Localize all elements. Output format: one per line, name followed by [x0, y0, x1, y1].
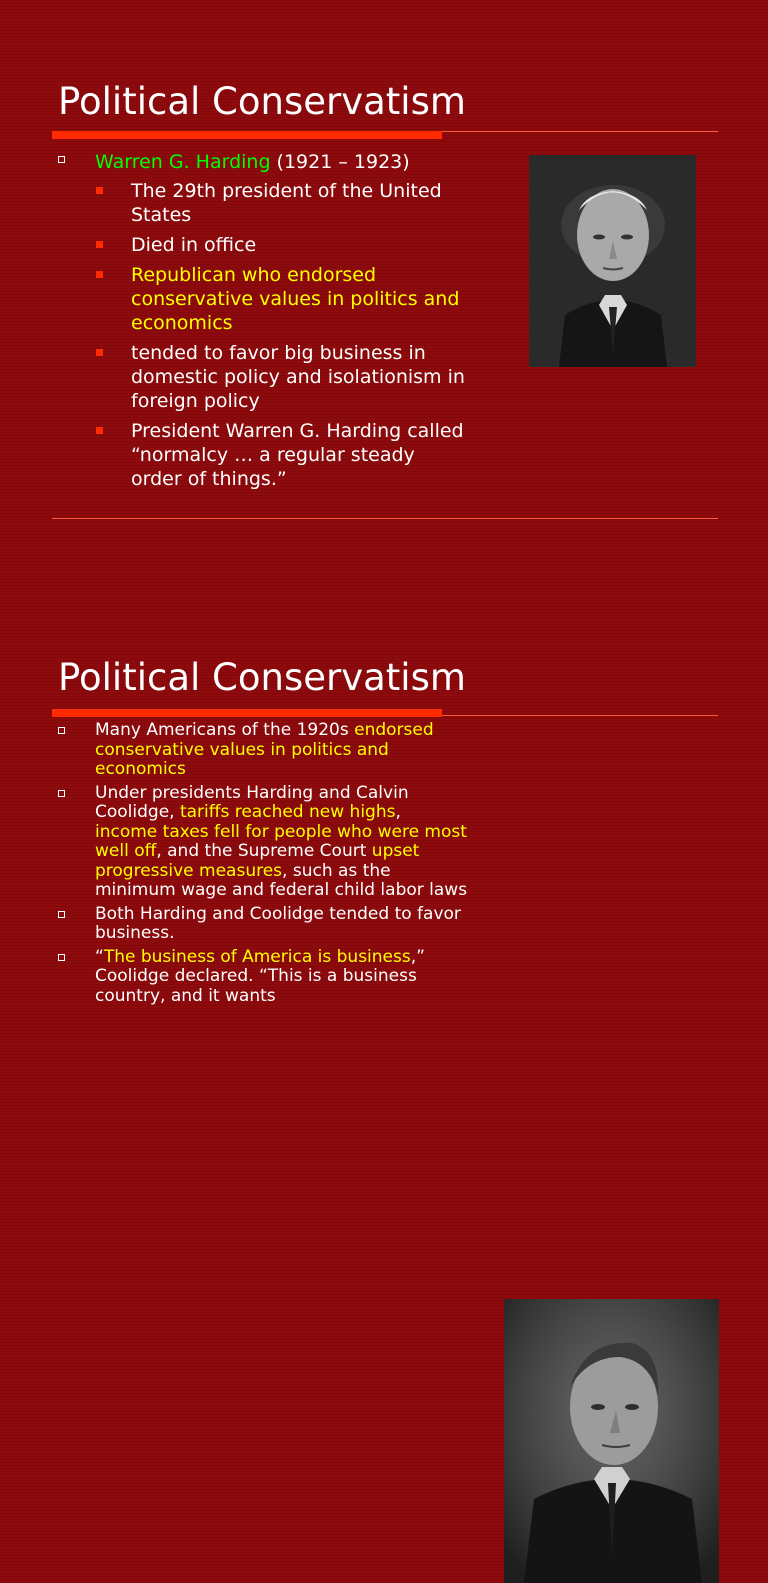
- list-item: [58, 905, 468, 944]
- hollow-square-bullet-icon: [58, 911, 65, 918]
- title-underline-bar: [52, 709, 442, 717]
- highlighted-text: tariffs reached new highs: [179, 802, 396, 822]
- sub-list-item: [95, 341, 468, 413]
- title-underline-rule: [442, 715, 718, 716]
- slide-title: Political Conservatism: [58, 656, 466, 699]
- slide-title: Political Conservatism: [58, 80, 466, 123]
- list-item: [58, 948, 468, 1007]
- highlighted-text: endorsed conservative values in politics and economics: [95, 720, 434, 779]
- hollow-square-bullet-icon: [58, 156, 65, 163]
- portrait-graphic: [504, 1299, 719, 1583]
- coolidge-portrait: [504, 1299, 719, 1583]
- slide-bottom-rule: [52, 518, 718, 519]
- sub-item-text: President Warren G. Harding called “normalcy … a regular steady order of things.”: [131, 420, 464, 490]
- president-name: Warren G. Harding: [95, 151, 271, 173]
- highlighted-text: The business of America is business: [103, 946, 411, 967]
- red-square-bullet-icon: [96, 241, 103, 248]
- red-square-bullet-icon: [96, 427, 103, 434]
- slide-harding: [0, 0, 768, 540]
- sub-list-item: [95, 233, 468, 257]
- sub-list-item: [95, 419, 468, 491]
- bullet-text: Both Harding and Coolidge tended to favor business.: [95, 903, 461, 943]
- list-item: [58, 784, 468, 901]
- red-square-bullet-icon: [96, 271, 103, 278]
- bullet-text: ,: [395, 802, 401, 822]
- sub-bullet-list: [95, 179, 468, 491]
- sub-item-text: Died in office: [131, 234, 257, 256]
- sub-item-text: The 29th president of the United States: [131, 180, 442, 226]
- sub-item-text: tended to favor big business in domestic policy and isolationism in foreign policy: [131, 342, 465, 412]
- highlighted-text: income taxes fell for people who were most well off: [95, 821, 467, 861]
- red-square-bullet-icon: [96, 349, 103, 356]
- harding-portrait: [529, 155, 696, 367]
- bullet-text: Under presidents Harding and Calvin Coolidge,: [95, 782, 409, 822]
- list-item: [58, 150, 468, 491]
- bullet-list: [58, 150, 468, 491]
- title-underline-rule: [442, 131, 718, 132]
- president-years: (1921 – 1923): [270, 151, 410, 173]
- slide-content: [58, 150, 468, 497]
- bullet-text: ,” Coolidge declared. “This is a business country, and it wants: [95, 946, 425, 1006]
- list-item: [58, 721, 468, 780]
- bullet-list: [58, 721, 468, 1006]
- slide-coolidge: [0, 580, 768, 1024]
- sub-item-text: Republican who endorsed conservative values in politics and economics: [131, 264, 460, 334]
- bullet-text: , such as the minimum wage and federal child labor laws: [95, 860, 468, 900]
- hollow-square-bullet-icon: [58, 954, 65, 961]
- portrait-graphic: [529, 155, 696, 367]
- hollow-square-bullet-icon: [58, 727, 65, 734]
- red-square-bullet-icon: [96, 187, 103, 194]
- hollow-square-bullet-icon: [58, 790, 65, 797]
- bullet-text: “: [95, 946, 104, 967]
- title-underline-bar: [52, 131, 442, 139]
- highlighted-text: upset progressive measures: [95, 841, 420, 881]
- sub-list-item: [95, 179, 468, 227]
- bullet-text: Many Americans of the 1920s: [95, 720, 355, 740]
- bullet-text: , and the Supreme Court: [156, 841, 372, 861]
- sub-list-item: [95, 263, 468, 335]
- slide-content: [58, 721, 468, 1010]
